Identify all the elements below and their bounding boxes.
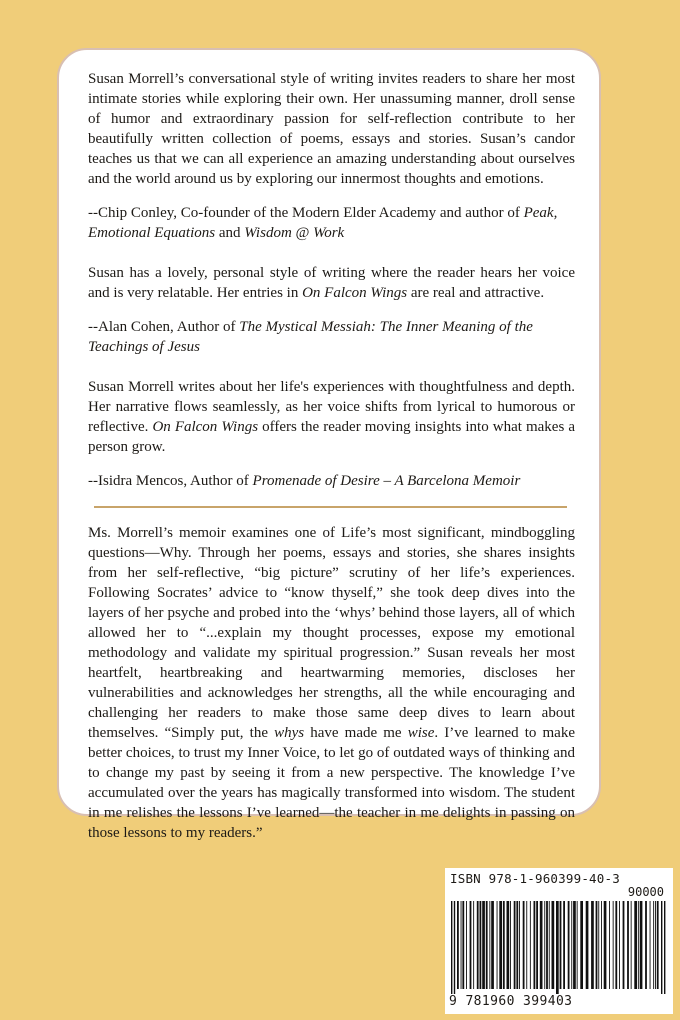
- endorsement-1: [88, 69, 575, 189]
- attribution-1-book-1: Peak, Emotional Equations: [88, 205, 558, 241]
- isbn-label: ISBN 978-1-960399-40-3: [450, 871, 620, 886]
- attribution-2-text: --Alan Cohen, Author of: [88, 319, 240, 335]
- barcode-bars: [451, 901, 667, 994]
- endorsement-3: [88, 377, 575, 457]
- endorsement-1-text: Susan Morrell’s conversational style of writing invites readers to share her most intimate stories while exploring their own. Her unassuming manner, droll sense of humor and extraordinary passion for self-reflection contribute to her beautifully written collection of poems, essays and stories. Susan’s candor teaches us that we can all experience an amazing understanding about ourselves and the world around us by exploring our innermost thoughts and emotions.: [88, 71, 575, 187]
- isbn-barcode: [445, 868, 673, 1014]
- divider-rule: [94, 506, 567, 508]
- endorsement-2-text: Susan has a lovely, personal style of writing where the reader hears her voice and is very relatable. Her entries in: [88, 265, 575, 301]
- book-description: [88, 523, 575, 843]
- attribution-1-book-2: Wisdom @ Work: [244, 225, 345, 241]
- attribution-2-book: The Mystical Messiah: The Inner Meaning of the Teachings of Jesus: [88, 319, 533, 355]
- price-code: 90000: [627, 885, 664, 899]
- attribution-1-text: --Chip Conley, Co-founder of the Modern Elder Academy and author of: [88, 205, 524, 221]
- attribution-3-text: --Isidra Mencos, Author of: [88, 473, 253, 489]
- description-whys: whys: [274, 725, 305, 741]
- description-wise: wise: [407, 725, 435, 741]
- attribution-3: [88, 471, 575, 491]
- attribution-2: [88, 317, 575, 357]
- attribution-1: [88, 203, 575, 243]
- endorsement-3-suffix: offers the reader moving insights into what makes a person grow.: [88, 419, 576, 455]
- endorsement-2-suffix: are real and attractive.: [407, 285, 545, 301]
- attribution-1-and: and: [215, 225, 245, 241]
- attribution-3-book: Promenade of Desire – A Barcelona Memoir: [252, 473, 521, 489]
- blurb-panel: [57, 48, 601, 841]
- endorsement-2-book: On Falcon Wings: [302, 285, 408, 301]
- description-part-2: have made me: [304, 725, 408, 741]
- endorsement-3-book: On Falcon Wings: [152, 419, 259, 435]
- description-part-3: . I’ve learned to make better choices, to trust my Inner Voice, to let go of outdated ways of thinking and to change my past by seeing it from a new perspective. The knowledge I’ve accumulated over the years has magically transformed into wisdom. The student in me relishes the lessons I’ve learned—the teacher in me delights in passing on those lessons to my readers.”: [88, 725, 575, 841]
- endorsement-3-text: Susan Morrell writes about her life's experiences with thoughtfulness and depth. Her narrative flows seamlessly, as her voice shifts from lyrical to humorous or reflective.: [88, 379, 575, 435]
- barcode-digits: 9 781960 399403: [449, 994, 573, 1009]
- endorsement-2: [88, 263, 575, 303]
- description-part-1: Ms. Morrell’s memoir examines one of Life’s most significant, mindboggling questions—Why. Through her poems, essays and stories, she shares insights from her self-reflective, “big picture” scrutiny of her life’s experiences. Following Socrates’ advice to “know thyself,” she took deep dives into the layers of her psyche and probed into the ‘whys’ behind those layers, all of which allowed her to “...explain my thought processes, expose my emotional methodology and validate my spiritual progression.” Susan reveals her most heartfelt, heartbreaking and heartwarming memories, discloses her vulnerabilities and acknowledges her strengths, all the while encouraging and challenging her readers to make those same deep dives to learn about themselves. “Simply put, the: [88, 525, 575, 741]
